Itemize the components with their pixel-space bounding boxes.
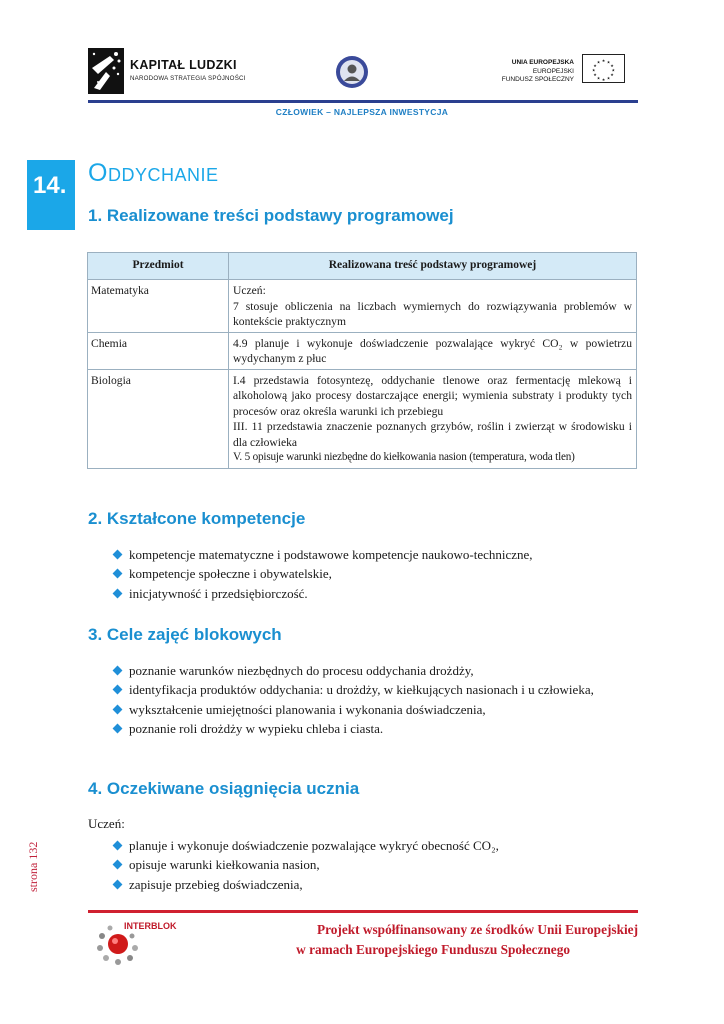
table-row — [88, 332, 637, 369]
page-number — [26, 822, 46, 892]
section-3-heading: 3. Cele zajęć blokowych — [88, 625, 282, 644]
chapter-number: 14. — [33, 172, 67, 199]
bullet-diamond-icon — [113, 685, 123, 695]
svg-text:★: ★ — [611, 67, 616, 73]
tagline: CZŁOWIEK – NAJLEPSZA INWESTYCJA — [275, 107, 449, 117]
list-item: zapisuje przebieg doświadczenia, — [108, 875, 638, 894]
list-item: poznanie warunków niezbędnych do procesu oddychania drożdży, — [108, 661, 638, 680]
bullet-diamond-icon — [113, 860, 123, 870]
svg-text:★: ★ — [591, 67, 596, 73]
eu-line-1: UNIA EUROPEJSKA — [511, 59, 574, 66]
bullet-diamond-icon — [113, 588, 123, 598]
content-line: III. 11 przedstawia znaczenie poznanych grzybów, roślin i zwierząt w środowisku i dla człowieka — [233, 420, 632, 449]
interblok-logo-text: INTERBLOK — [124, 921, 177, 931]
logo-title: KAPITAŁ LUDZKI — [130, 58, 237, 72]
bullet-diamond-icon — [113, 550, 123, 560]
eu-line-2: EUROPEJSKI — [532, 67, 574, 75]
bullet-diamond-icon — [113, 666, 123, 676]
list-item: inicjatywność i przedsiębiorczość. — [108, 584, 638, 603]
content-cell — [229, 332, 637, 369]
content-line: I.4 przedstawia fotosyntezę, oddychanie tlenowe oraz fermentację mlekową i alkoholową jako procesy dostarczające energii; wymienia substraty i produkty tych procesów oraz określa warunki ich przebiegu — [233, 373, 632, 418]
footer-line-2: w ramach Europejskiego Funduszu Społecznego — [296, 942, 570, 957]
content-line: V. 5 opisuje warunki niezbędne do kiełkowania nasion (temperatura, woda tlen) — [233, 451, 575, 463]
table-row — [88, 280, 637, 333]
svg-text:★: ★ — [593, 72, 597, 78]
bullet-diamond-icon — [113, 723, 123, 733]
list-item: opisuje warunki kiełkowania nasion, — [108, 855, 638, 874]
content-cell — [229, 280, 637, 333]
goals-list — [108, 661, 638, 738]
interblok-logo-icon — [92, 918, 182, 966]
subject-cell: Biologia — [88, 369, 229, 468]
portrait-emblem-icon — [335, 55, 369, 89]
table-header-row — [88, 253, 637, 280]
page-number-text: strona 132 — [26, 841, 40, 892]
logo-subtitle: NARODOWA STRATEGIA SPÓJNOŚCI — [130, 75, 246, 82]
list-item: planuje i wykonuje doświadczenie pozwalające wykryć obecność CO₂, — [108, 836, 638, 855]
content-cell — [229, 369, 637, 468]
bullet-diamond-icon — [113, 704, 123, 714]
list-item: wykształcenie umiejętności planowania i wykonania doświadczenia, — [108, 700, 638, 719]
list-item: poznanie roli drożdży w wypieku chleba i ciasta. — [108, 719, 638, 738]
competencies-list — [108, 545, 638, 603]
eu-fund-label — [502, 59, 574, 85]
section-1-heading: 1. Realizowane treści podstawy programowej — [88, 206, 454, 225]
column-header-subject: Przedmiot — [88, 253, 229, 280]
list-item: kompetencje społeczne i obywatelskie, — [108, 564, 638, 583]
content-line: Uczeń: — [233, 284, 266, 297]
svg-text:★: ★ — [610, 62, 614, 68]
chapter-title: Oddychanie — [88, 159, 219, 187]
svg-text:★: ★ — [601, 77, 606, 82]
outcomes-list — [108, 836, 638, 894]
eu-line-3: FUNDUSZ SPOŁECZNY — [501, 76, 574, 83]
footer-line-1: Projekt współfinansowany ze środków Unii Europejskiej — [316, 922, 638, 937]
section-4-heading: 4. Oczekiwane osiągnięcia ucznia — [88, 779, 360, 798]
content-line: 7 stosuje obliczenia na liczbach wymiernych do rozwiązywania problemów w kontekście praktycznym — [233, 299, 632, 328]
section-4-intro: Uczeń: — [88, 816, 125, 831]
eu-flag-icon — [582, 54, 625, 83]
bullet-diamond-icon — [113, 841, 123, 851]
subject-cell: Chemia — [88, 332, 229, 369]
footer-divider — [88, 910, 638, 913]
bullet-diamond-icon — [113, 879, 123, 889]
table-row — [88, 369, 637, 468]
svg-text:★: ★ — [593, 62, 597, 68]
list-item: kompetencje matematyczne i podstawowe kompetencje naukowo-techniczne, — [108, 545, 638, 564]
column-header-content: Realizowana treść podstawy programowej — [229, 253, 637, 280]
kapital-ludzki-logo-icon — [88, 48, 124, 94]
list-item: identyfikacja produktów oddychania: u drożdży, w kiełkujących nasionach i u człowieka, — [108, 680, 638, 699]
svg-text:★: ★ — [606, 75, 611, 81]
bullet-diamond-icon — [113, 569, 123, 579]
svg-text:★: ★ — [601, 58, 606, 63]
header-divider — [88, 100, 638, 103]
svg-text:★: ★ — [596, 75, 601, 81]
section-2-heading: 2. Kształcone kompetencje — [88, 509, 306, 528]
svg-text:★: ★ — [596, 59, 601, 65]
curriculum-table — [87, 252, 637, 469]
subject-cell: Matematyka — [88, 280, 229, 333]
content-line: 4.9 planuje i wykonuje doświadczenie pozwalające wykryć CO₂ w powietrzu wydychanym z płuc — [233, 336, 632, 365]
svg-text:★: ★ — [606, 59, 611, 65]
svg-text:★: ★ — [610, 72, 614, 78]
